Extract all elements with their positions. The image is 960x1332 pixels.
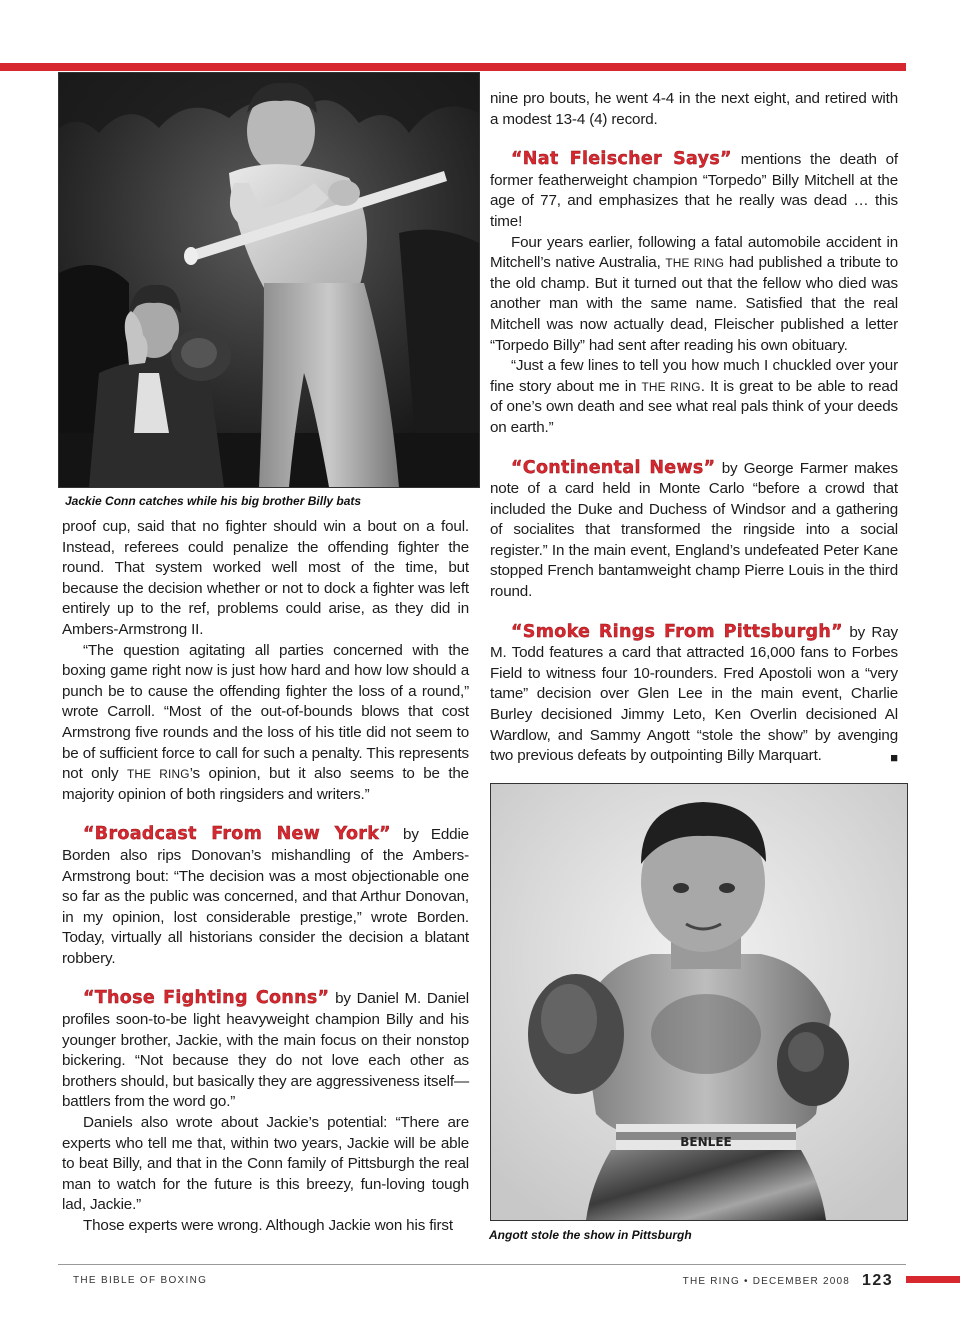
paragraph: Those experts were wrong. Although Jackie won his first — [83, 1217, 453, 1234]
continental-section — [490, 458, 898, 603]
smoke-rings-section — [490, 622, 898, 767]
angott-photo — [490, 783, 908, 1221]
text-run: . It is great to be able to read of one’s own death and see what real pals think of your deeds on earth.” — [490, 377, 898, 436]
conn-brothers-photo — [58, 72, 480, 488]
conns-section — [62, 988, 469, 1113]
paragraph — [490, 356, 898, 438]
text-run: by Daniel M. Daniel profiles soon-to-be light heavyweight champion Billy and his younger brother, Jackie, with the main focus on their nonstop bickering. “Not because they do not love each other as brothers should, but basically they are aggressiveness itself—battlers from the word go.” — [62, 990, 470, 1111]
footer-tagline: THE BIBLE OF BOXING — [73, 1275, 208, 1286]
text-run: “The question agitating all parties concerned with the boxing game right now is just how hard and how low should a punch be to cause the offending fighter the loss of a round,” wrote Carroll. “Most of the out-of-bounds blows that cost Armstrong five rounds and the loss of his title did not seem to be of sufficient force to call for such a penalty. This represents not only — [62, 641, 469, 783]
paragraph: nine pro bouts, he went 4-4 in the next eight, and retired with a modest 13-4 (4) record. — [490, 90, 898, 128]
magazine-name: THE RING — [641, 379, 701, 394]
left-column — [62, 517, 469, 1237]
angott-photo-caption: Angott stole the show in Pittsburgh — [489, 1228, 692, 1242]
text-run: mentions the death of former featherweight champion “Torpedo” Billy Mitchell at the age of 77, and emphasizes that he really was dead … this time! — [490, 151, 898, 230]
section-heading-conns: “Those Fighting Conns” — [83, 988, 330, 1009]
text-run: ’s opinion, but it also seems to be the majority opinion of both ringsiders and writers.” — [62, 765, 469, 803]
conn-photo-caption: Jackie Conn catches while his big brother Billy bats — [65, 494, 362, 508]
paragraph: proof cup, said that no fighter should win a bout on a foul. Instead, referees could penalize the offending fighter the round. That system worked well most of the time, but because the decision whether or not to dock a fighter was left entirely up to the ref, problems could arise, as they did in Ambers-Armstrong II. — [62, 518, 469, 638]
footer-divider — [58, 1264, 906, 1265]
end-mark-icon: ■ — [890, 750, 898, 766]
trunks-label: BENLEE — [680, 1135, 732, 1149]
section-heading-nat-fleischer: “Nat Fleischer Says” — [511, 149, 732, 170]
magazine-name: THE RING — [126, 767, 190, 782]
nat-fleischer-section — [490, 149, 898, 232]
section-heading-continental: “Continental News” — [511, 457, 716, 478]
footer-red-rule — [906, 1276, 960, 1283]
paragraph: Daniels also wrote about Jackie’s potential: “There are experts who tell me that, within two years, Jackie will be able to beat Billy, and that in the Conn family of Pittsburgh the real man to watch for the future is this breezy, fun-loving tough lad, Jackie.” — [62, 1114, 469, 1214]
paragraph — [490, 233, 898, 357]
text-run: by Eddie Borden also rips Donovan’s mishandling of the Ambers-Armstrong bout: “The decision was a most objectionable one so far as the public was concerned, and that Arthur Donovan, in my opinion, lost considerable prestige,” wrote Borden. Today, virtually all historians consider the decision a blatant robbery. — [62, 826, 469, 967]
right-column — [490, 89, 898, 769]
footer-issue: THE RING • DECEMBER 2008 — [682, 1276, 850, 1287]
text-run: “Just a few lines to tell you how much I chuckled over your fine story about me in — [490, 357, 898, 395]
text-run: had published a tribute to the old champ. But it turned out that the fellow who died was another man with the same name. Satisfied that the real Mitchell was now actually dead, Fleischer published a letter “Torpedo Billy” had sent after reading his own obituary. — [490, 254, 899, 354]
top-red-rule — [0, 63, 906, 71]
text-run: Four years earlier, following a fatal automobile accident in Mitchell’s native Australia, — [490, 233, 898, 272]
text-run: by Ray M. Todd features a card that attracted 16,000 fans to Forbes Field to witness four 10-rounders. Fred Apostoli won a “very tame” decision over Glen Lee in the main event, Charlie Burley decisioned Jimmy Leto, Ken Overlin decisioned Al Wardlow, and Sammy Angott “stole the show” by avenging two previous defeats by outpointing Billy Marquart. — [490, 623, 898, 765]
section-heading-broadcast: “Broadcast From New York” — [83, 824, 391, 845]
broadcast-section — [62, 824, 469, 969]
section-heading-smoke-rings: “Smoke Rings From Pittsburgh” — [511, 621, 843, 642]
magazine-name: THE RING — [665, 256, 725, 271]
paragraph — [62, 641, 469, 806]
page-number: 123 — [862, 1272, 894, 1289]
text-run: by George Farmer makes note of a card held in Monte Carlo “before a crowd that included the Duke and Duchess of Windsor and a gathering of socialites that transformed the ringside into a social register.” In the main event, England’s undefeated Peter Kane stopped French bantamweight champ Pierre Louis in the third round. — [490, 459, 898, 601]
